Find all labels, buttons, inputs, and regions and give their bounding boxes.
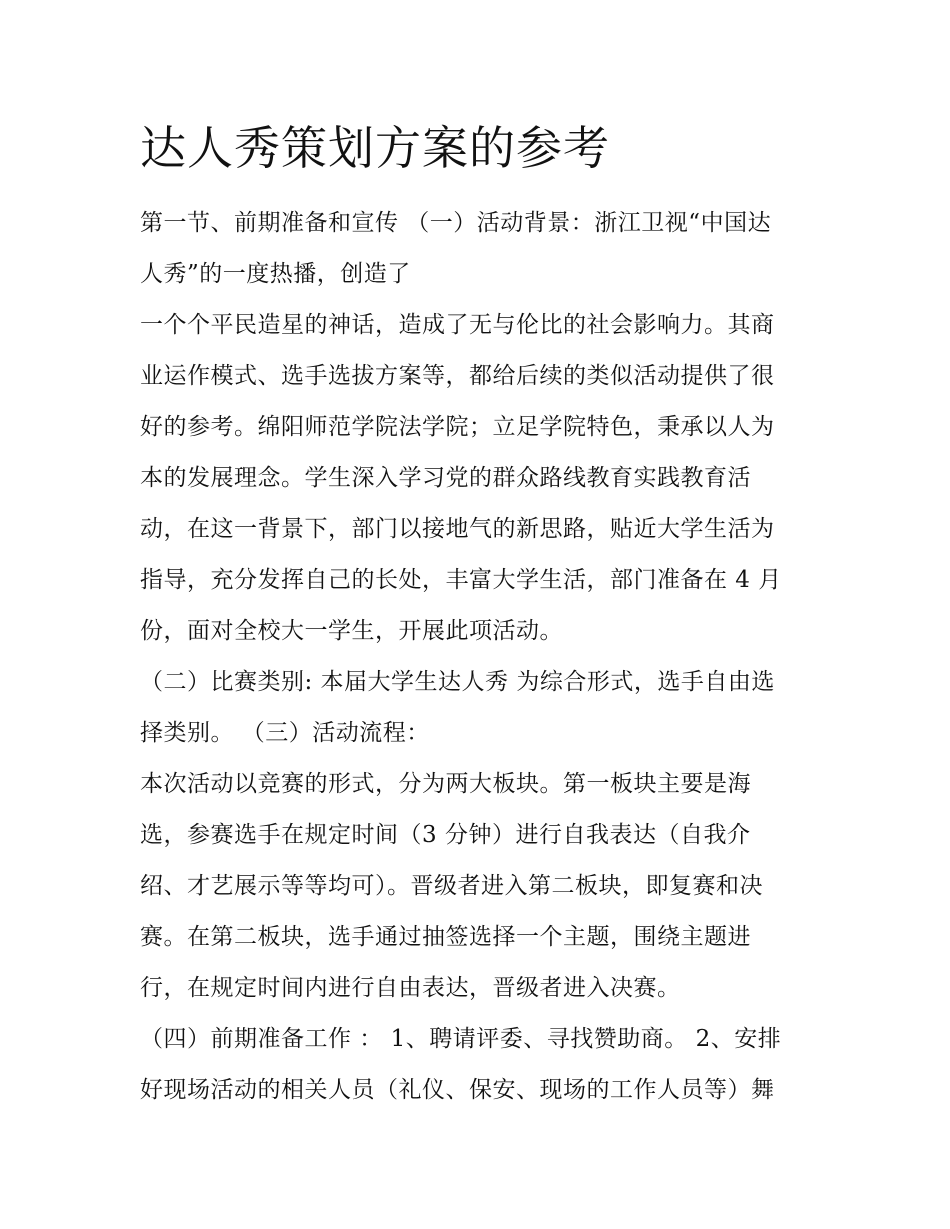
text-line: 绍、才艺展示等等均可）。晋级者进入第二板块，即复赛和决 — [140, 873, 763, 899]
text-line: 好的参考。绵阳师范学院法学院；立足学院特色，秉承以人为 — [140, 414, 775, 440]
text-line: 择类别。 （三）活动流程： — [140, 720, 430, 746]
text-line: 份，面对全校大一学生，开展此项活动。 — [140, 618, 563, 644]
text-line: 动，在这一背景下，部门以接地气的新思路，贴近大学生活为 — [140, 516, 775, 542]
paragraph-categories — [140, 657, 812, 759]
text-line: 赛。在第二板块，选手通过抽签选择一个主题，围绕主题进 — [140, 924, 751, 950]
text-line: （二）比赛类别: 本届大学生达人秀 为综合形式，选手自由选 — [140, 669, 775, 695]
text-line: 本次活动以竞赛的形式，分为两大板块。第一板块主要是海 — [140, 771, 751, 797]
text-line: 行，在规定时间内进行自由表达，晋级者进入决赛。 — [140, 975, 681, 1001]
document-title: 达人秀策划方案的参考 — [140, 121, 610, 175]
paragraph-section-one — [140, 198, 812, 300]
text-line: 第一节、前期准备和宣传 （一）活动背景：浙江卫视“中国达 — [140, 210, 772, 236]
text-line: （四）前期准备工作 ： 1、聘请评委、寻找赞助商。 2、安排 — [140, 1026, 782, 1052]
text-line: 业运作模式、选手选拔方案等，都给后续的类似活动提供了很 — [140, 363, 775, 389]
text-line: 选，参赛选手在规定时间（3 分钟）进行自我表达（自我介 — [140, 822, 751, 848]
text-line: 人秀”的一度热播，创造了 — [140, 261, 411, 287]
paragraph-background — [140, 300, 812, 657]
text-line: 好现场活动的相关人员（礼仪、保安、现场的工作人员等）舞 — [140, 1077, 775, 1103]
text-line: 本的发展理念。学生深入学习党的群众路线教育实践教育活 — [140, 465, 751, 491]
paragraph-preparation — [140, 1014, 812, 1116]
text-line: 一个个平民造星的神话，造成了无与伦比的社会影响力。其商 — [140, 312, 775, 338]
text-line: 指导，充分发挥自己的长处，丰富大学生活，部门准备在 4 月 — [140, 567, 782, 593]
paragraph-process — [140, 759, 812, 1014]
document-body — [140, 198, 812, 1116]
